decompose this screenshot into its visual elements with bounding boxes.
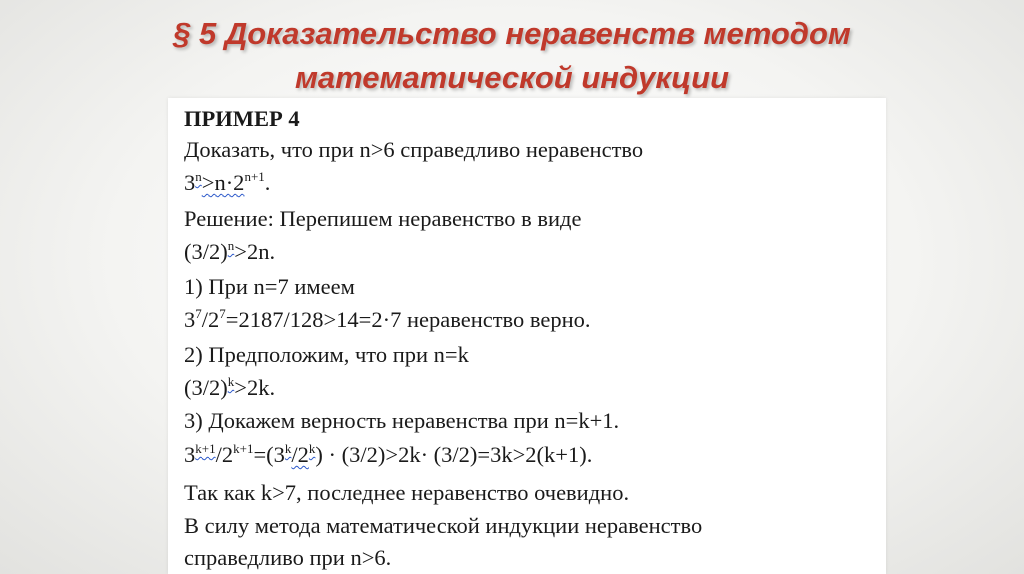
- since-text: Так как k>7, последнее неравенство очевидно.: [184, 480, 630, 505]
- solution-text: Решение: Перепишем неравенство в виде: [184, 206, 582, 231]
- step-1-calc-a: 3: [184, 307, 196, 332]
- title-line-2: математической индукции: [294, 60, 730, 95]
- step-3-calc-c-exp: k: [284, 441, 292, 456]
- task-text: Доказать, что при n>6 справедливо неравенство: [184, 137, 644, 162]
- formula-2-exp: n: [227, 238, 235, 253]
- step-2-text: 2) Предположим, что при n=k: [184, 342, 469, 367]
- step-1-calc-a-exp: 7: [195, 306, 202, 321]
- step-3-calc-b-exp: k+1: [233, 441, 254, 456]
- slide-title: [0, 12, 1024, 100]
- formula-3-end: >2k.: [234, 375, 276, 400]
- formula-1-mid: >n·2: [201, 170, 245, 195]
- conclusion-text-2: справедливо при n>6.: [184, 545, 392, 570]
- step-3-text: 3) Докажем верность неравенства при n=k+1.: [184, 408, 620, 433]
- conclusion-text-1: В силу метода математической индукции неравенство: [184, 513, 703, 538]
- formula-1-base: 3: [184, 170, 196, 195]
- step-3-calc-d-exp: k: [308, 441, 316, 456]
- step-3-calc-e: ) · (3/2)>2k· (3/2)=3k>2(k+1).: [315, 442, 593, 467]
- step-1-calc-b: /2: [201, 307, 220, 332]
- formula-3-exp: k: [227, 374, 235, 389]
- step-3-calc-c: =(3: [253, 442, 285, 467]
- step-1-calc-c: =2187/128>14=2·7 неравенство верно.: [225, 307, 591, 332]
- formula-1-exp: n: [195, 169, 202, 184]
- formula-3-base: (3/2): [184, 375, 228, 400]
- formula-1-exp2: n+1: [244, 169, 265, 184]
- step-3-calc-a-exp: k+1: [195, 441, 216, 456]
- content-box: [168, 98, 886, 574]
- example-heading-text: ПРИМЕР 4: [184, 106, 300, 131]
- formula-2-base: (3/2): [184, 239, 228, 264]
- title-line-1: § 5 Доказательство неравенств методом: [173, 16, 851, 51]
- step-1-text: 1) При n=7 имеем: [184, 274, 355, 299]
- step-1-calc-b-exp: 7: [219, 306, 226, 321]
- step-3-calc-d: /2: [291, 442, 309, 467]
- formula-1-end: .: [264, 170, 271, 195]
- step-3-calc-b: /2: [215, 442, 234, 467]
- step-3-calc-a: 3: [184, 442, 196, 467]
- formula-2-end: >2n.: [234, 239, 276, 264]
